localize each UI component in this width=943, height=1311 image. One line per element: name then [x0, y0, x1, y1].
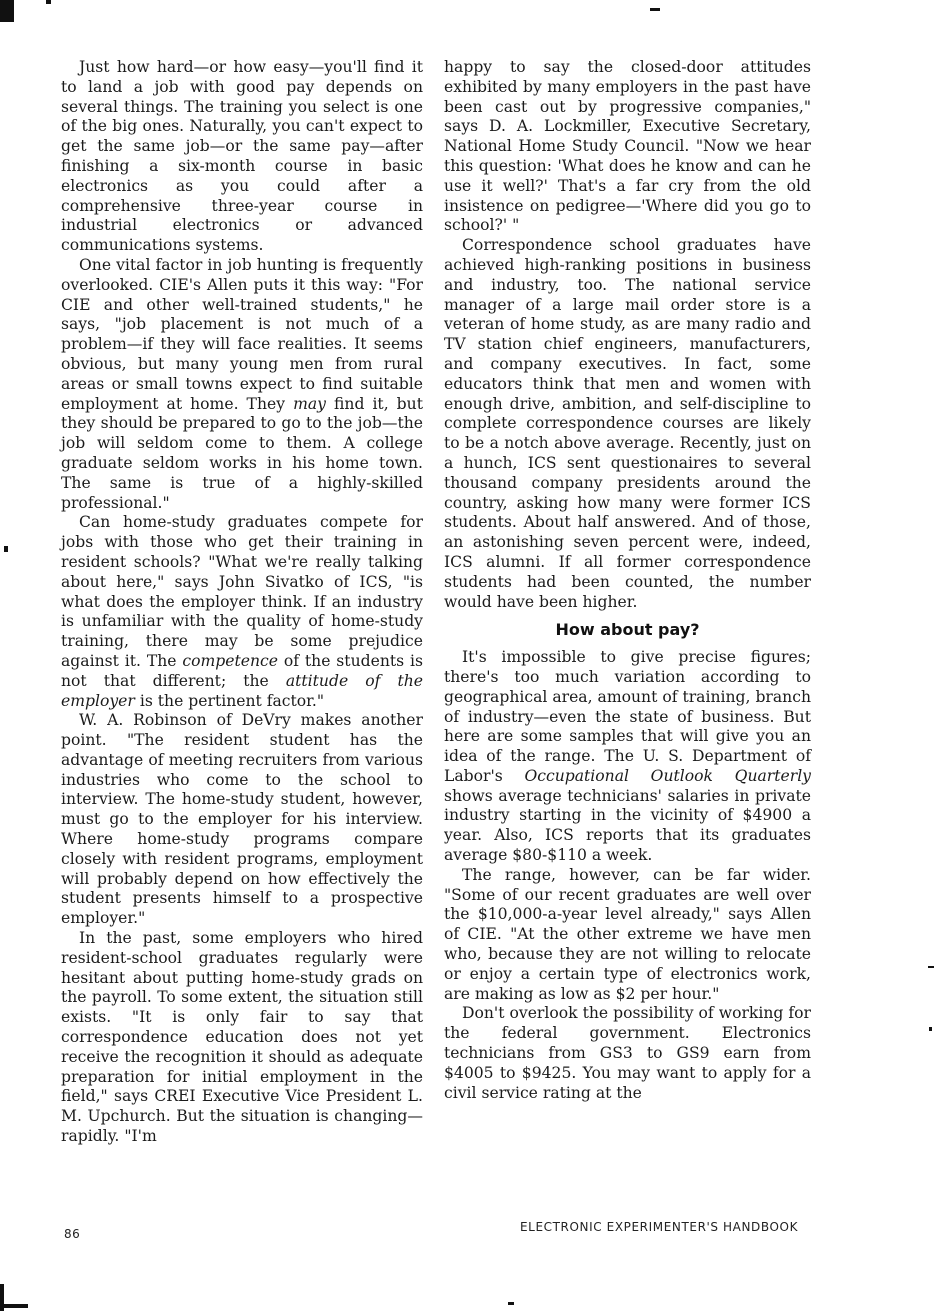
paragraph: It's impossible to give precise figures; there's too much variation according to geographical area, amount of training, branch of industry—even the state of business. But here are some samples that will give you an idea of the range. The U. S. Department of Labor's Occupational Outlook Quarterly shows average technicians' salaries in private industry starting in the vicinity of $4900 a year. Also, ICS reports that its graduates average $80-$110 a week. — [444, 648, 811, 865]
scan-dot-top-left — [46, 0, 51, 4]
paragraph: The range, however, can be far wider. "Some of our recent graduates are well over the $10,000-a-year level already," says Allen of CIE. "At the other extreme we have men who, because they are not willing to relocate or enjoy a certain type of electronics work, are making as low as $2 per hour." — [444, 865, 811, 1003]
scan-dot-right-margin — [929, 1027, 932, 1031]
page-number: 86 — [64, 1227, 81, 1241]
running-footer: ELECTRONIC EXPERIMENTER'S HANDBOOK — [520, 1220, 799, 1234]
paragraph: W. A. Robinson of DeVry makes another point. "The resident student has the advantage of meeting recruiters from various industries who come to the school to interview. The home-study student, however, must go to the employer for his interview. Where home-study programs compare closely with resident programs, employment will probably depend on how effectively the student presents himself to a prospective employer." — [61, 711, 423, 928]
section-heading: How about pay? — [555, 620, 700, 640]
scan-dash-right-margin — [928, 966, 934, 968]
scan-corner-mark-top-left — [0, 0, 14, 22]
left-text-column — [61, 58, 423, 1147]
paragraph: happy to say the closed-door attitudes exhibited by many employers in the past have been cast out by progressive companies," says D. A. Lockmiller, Executive Secretary, National Home Study Council. "Now we hear this question: 'What does he know and can he use it well?' That's a far cry from the old insistence on pedigree—'Where did you go to school?' " — [444, 58, 811, 235]
right-text-column — [444, 58, 811, 1103]
paragraph: In the past, some employers who hired resident-school graduates regularly were hesitant about putting home-study grads on the payroll. To some extent, the situation still exists. "It is only fair to say that correspondence education does not yet receive the recognition it should as adequate preparation for initial employment in the field," says CREI Executive Vice President L. M. Upchurch. But the situation is changing—rapidly. "I'm — [61, 929, 423, 1146]
scan-dot-left-margin — [4, 546, 8, 552]
paragraph: Correspondence school graduates have achieved high-ranking positions in business and industry, too. The national service manager of a large mail order store is a veteran of home study, as are many radio and TV station chief engineers, manufacturers, and company executives. In fact, some educators think that men and women with enough drive, ambition, and self-discipline to complete correspondence courses are likely to be a notch above average. Recently, just on a hunch, ICS sent questionaires to several thousand company presidents around the country, asking how many were former ICS students. About half answered. And of those, an astonishing seven percent were, indeed, ICS alumni. If all former correspondence students had been counted, the number would have been higher. — [444, 236, 811, 611]
scan-dot-bottom-center — [508, 1302, 514, 1305]
paragraph: Don't overlook the possibility of working for the federal government. Electronics technicians from GS3 to GS9 earn from $4005 to $9425. You may want to apply for a civil service rating at the — [444, 1004, 811, 1102]
paragraph: Can home-study graduates compete for jobs with those who get their training in resident schools? "What we're really talking about here," says John Sivatko of ICS, "is what does the employer think. If an industry is unfamiliar with the quality of home-study training, there may be some prejudice against it. The competence of the students is not that different; the attitude of the employer is the pertinent factor." — [61, 513, 423, 710]
scan-corner-mark-bottom-left-foot — [0, 1304, 28, 1308]
paragraph: One vital factor in job hunting is frequently overlooked. CIE's Allen puts it this way: "For CIE and other well-trained students," he says, "job placement is not much of a problem—if they will face realities. It seems obvious, but many young men from rural areas or small towns expect to find suitable employment at home. They may find it, but they should be prepared to go to the job—the job will seldom come to them. A college graduate seldom works in his home town. The same is true of a highly-skilled professional." — [61, 255, 423, 512]
scan-dash-top-center — [650, 8, 660, 11]
paragraph: Just how hard—or how easy—you'll find it to land a job with good pay depends on several things. The training you select is one of the big ones. Naturally, you can't expect to get the same job—or the same pay—after finishing a six-month course in basic electronics as you could after a comprehensive three-year course in industrial electronics or advanced communications systems. — [61, 58, 423, 255]
